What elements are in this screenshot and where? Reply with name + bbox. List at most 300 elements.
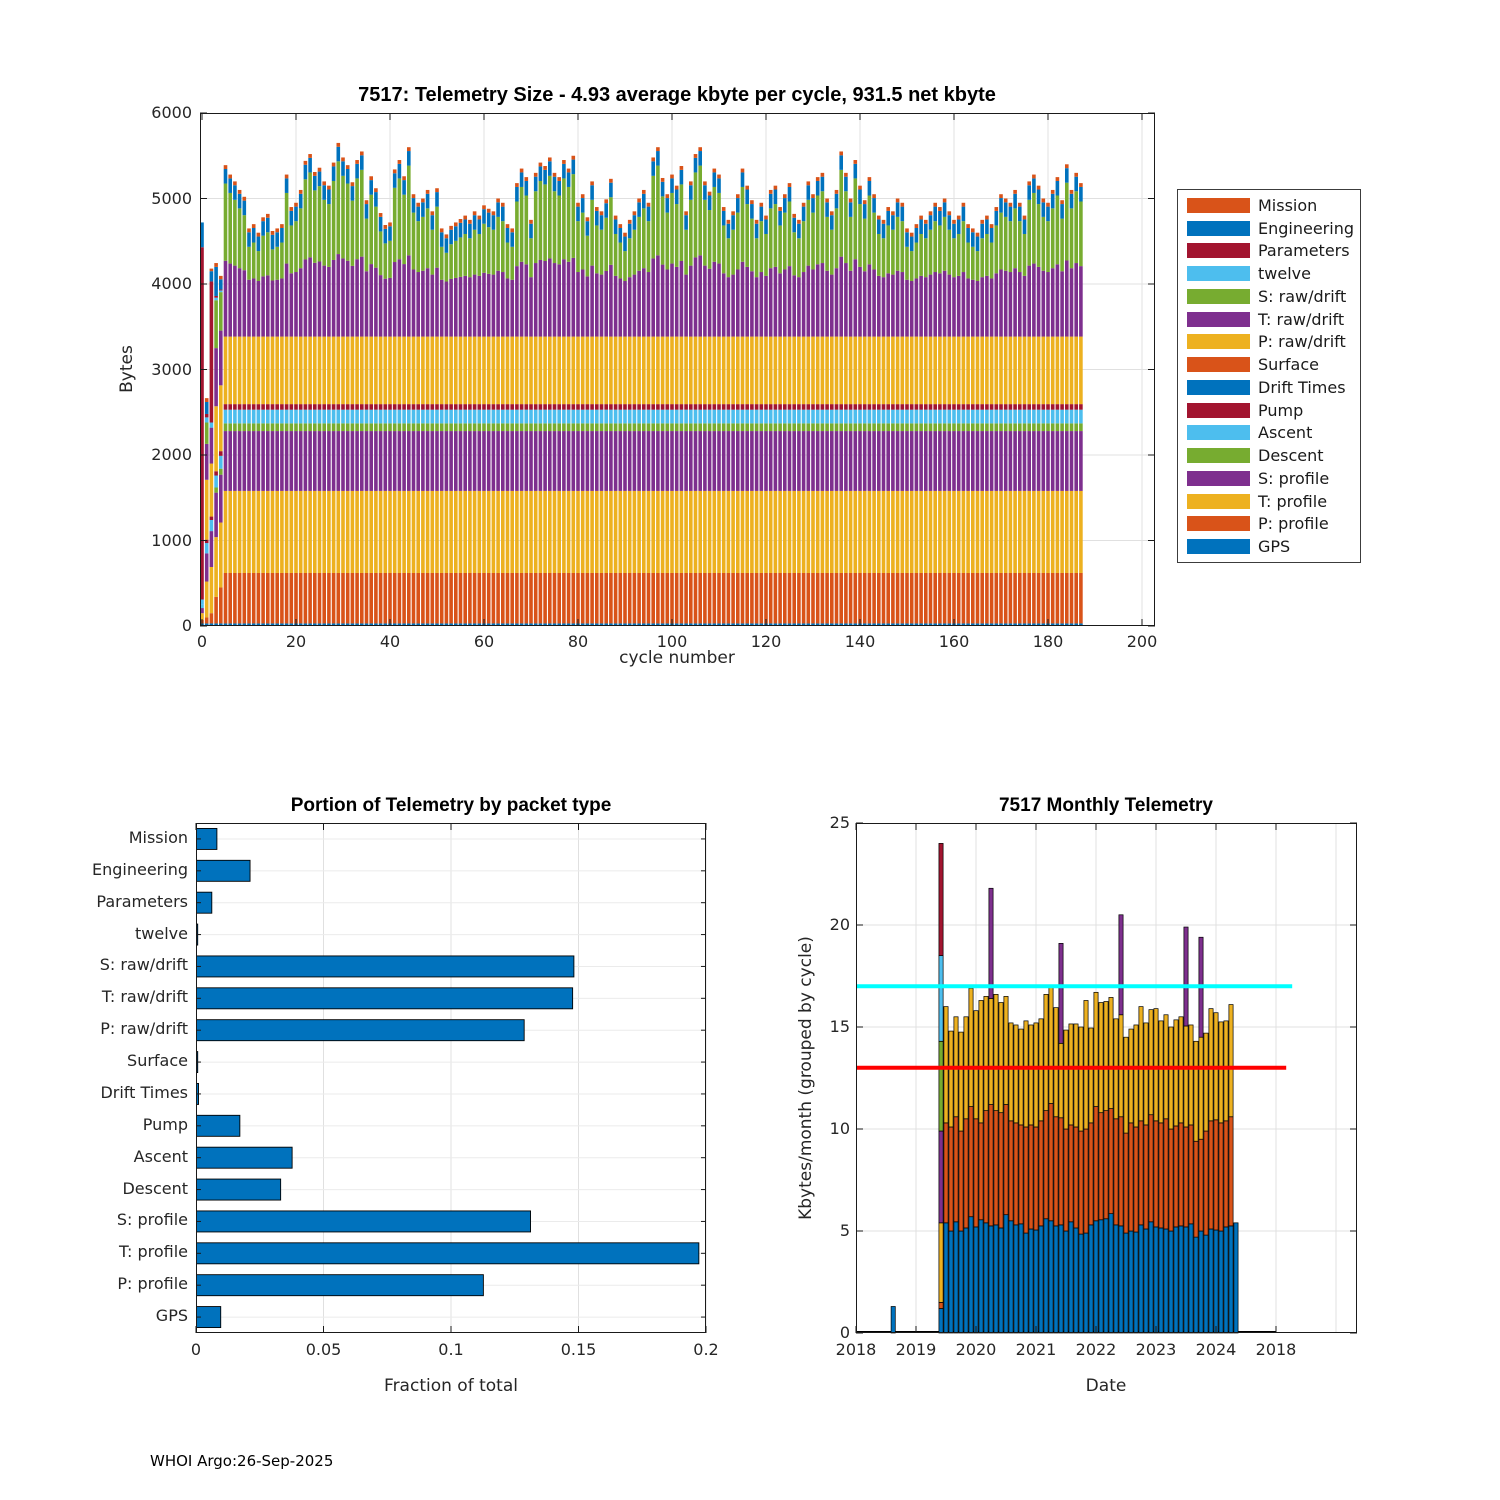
legend-swatch-icon bbox=[1187, 312, 1250, 327]
bar-segment bbox=[863, 404, 867, 410]
bar-segment bbox=[915, 228, 919, 243]
bar-segment bbox=[478, 410, 482, 424]
bar-segment bbox=[360, 404, 364, 410]
bar-segment bbox=[713, 410, 717, 424]
bar-segment bbox=[651, 404, 655, 410]
bar-segment bbox=[1042, 423, 1046, 431]
bar-segment bbox=[619, 431, 623, 491]
bar-segment bbox=[769, 573, 773, 623]
bar-segment bbox=[506, 228, 510, 243]
bar-segment bbox=[995, 423, 999, 431]
bar-segment bbox=[261, 404, 265, 410]
bar-segment bbox=[943, 431, 947, 491]
month-bar-segment bbox=[944, 1223, 948, 1333]
bar-segment bbox=[910, 423, 914, 431]
bar-segment bbox=[590, 431, 594, 491]
month-bar-segment bbox=[969, 1107, 973, 1217]
bar-segment bbox=[811, 423, 815, 431]
legend-item-label: Engineering bbox=[1258, 218, 1354, 238]
bar-segment bbox=[261, 573, 265, 623]
legend-swatch-icon bbox=[1187, 448, 1250, 463]
bar-segment bbox=[238, 404, 242, 410]
bar-segment bbox=[1018, 491, 1022, 573]
bar-segment bbox=[816, 410, 820, 424]
bar-segment bbox=[496, 404, 500, 410]
bar-segment bbox=[933, 491, 937, 573]
bar-segment bbox=[868, 491, 872, 573]
bar-segment bbox=[1032, 337, 1036, 405]
bar-segment bbox=[647, 573, 651, 623]
bar-segment bbox=[675, 423, 679, 431]
bar-segment bbox=[792, 404, 796, 410]
y-tick-label: 2000 bbox=[151, 445, 192, 464]
month-bar-segment bbox=[939, 1223, 943, 1303]
bar-segment bbox=[774, 267, 778, 337]
bar-segment bbox=[1042, 431, 1046, 491]
month-bar-segment bbox=[1104, 1219, 1108, 1333]
telemetry-size-chart bbox=[200, 113, 1157, 627]
bar-segment bbox=[567, 337, 571, 405]
legend-item bbox=[1187, 218, 1360, 239]
bar-segment bbox=[835, 268, 839, 336]
bar-segment bbox=[421, 410, 425, 424]
category-label: GPS bbox=[155, 1306, 188, 1326]
bar-segment bbox=[1070, 337, 1074, 405]
bar-segment bbox=[736, 410, 740, 424]
x-tick-label: 0.1 bbox=[438, 1340, 464, 1359]
bar-segment bbox=[750, 404, 754, 410]
bar-segment bbox=[266, 337, 270, 405]
bar-segment bbox=[797, 423, 801, 431]
month-bar-segment bbox=[1229, 1226, 1233, 1333]
bar-segment bbox=[360, 410, 364, 424]
bar-segment bbox=[872, 337, 876, 405]
bar-segment bbox=[703, 410, 707, 424]
bar-segment bbox=[205, 423, 209, 444]
bar-segment bbox=[266, 431, 270, 491]
bar-segment bbox=[525, 423, 529, 431]
bar-segment bbox=[275, 410, 279, 424]
bar-segment bbox=[402, 491, 406, 573]
bar-segment bbox=[952, 337, 956, 405]
bar-segment bbox=[431, 573, 435, 623]
bar-segment bbox=[901, 491, 905, 573]
bar-segment bbox=[369, 410, 373, 424]
bar-segment bbox=[1027, 410, 1031, 424]
month-bar-segment bbox=[1044, 1219, 1048, 1333]
bar-segment bbox=[525, 181, 529, 196]
bar-segment bbox=[609, 573, 613, 623]
bar-segment bbox=[877, 234, 881, 276]
month-bar-segment bbox=[1119, 1226, 1123, 1333]
x-tick-label: 2023 bbox=[1135, 1340, 1177, 1359]
bar-segment bbox=[1023, 337, 1027, 405]
bar-segment bbox=[736, 198, 740, 213]
bar-segment bbox=[365, 431, 369, 491]
month-bar-segment bbox=[1159, 1228, 1163, 1333]
month-bar-segment bbox=[1189, 1125, 1193, 1224]
bar-segment bbox=[600, 410, 604, 424]
bar-segment bbox=[337, 404, 341, 410]
bar-segment bbox=[675, 573, 679, 623]
bar-segment bbox=[1051, 423, 1055, 431]
bar-segment bbox=[228, 175, 232, 179]
bar-segment bbox=[788, 410, 792, 424]
bar-segment bbox=[402, 337, 406, 405]
bar-segment bbox=[661, 423, 665, 431]
bar-segment bbox=[637, 337, 641, 405]
bar-segment bbox=[501, 431, 505, 491]
month-bar-segment bbox=[1204, 1033, 1208, 1131]
month-bar-segment bbox=[1129, 1123, 1133, 1231]
bar-segment bbox=[525, 431, 529, 491]
bar-segment bbox=[445, 404, 449, 410]
bar-segment bbox=[670, 193, 674, 264]
bar-segment bbox=[1065, 164, 1069, 168]
bar-segment bbox=[520, 573, 524, 623]
bar-segment bbox=[736, 573, 740, 623]
bar-segment bbox=[355, 337, 359, 405]
bar-segment bbox=[205, 417, 209, 422]
bar-segment bbox=[995, 207, 999, 211]
bar-segment bbox=[346, 261, 350, 337]
bar-segment bbox=[915, 243, 919, 279]
bar-segment bbox=[1009, 423, 1013, 431]
bar-segment bbox=[872, 431, 876, 491]
bar-segment bbox=[440, 410, 444, 424]
bar-segment bbox=[463, 491, 467, 573]
bar-segment bbox=[421, 573, 425, 623]
bar-segment bbox=[529, 573, 533, 623]
bar-segment bbox=[1004, 337, 1008, 405]
bar-segment bbox=[576, 423, 580, 431]
bar-segment bbox=[694, 431, 698, 491]
bar-segment bbox=[398, 410, 402, 424]
bar-segment bbox=[844, 263, 848, 337]
bar-segment bbox=[543, 166, 547, 170]
bar-segment bbox=[384, 229, 388, 244]
bar-segment bbox=[689, 410, 693, 424]
bar-segment bbox=[727, 404, 731, 410]
bar-segment bbox=[915, 224, 919, 228]
bar-segment bbox=[318, 262, 322, 337]
bar-segment bbox=[637, 410, 641, 424]
bar-segment bbox=[971, 423, 975, 431]
bar-segment bbox=[243, 197, 247, 201]
bar-segment bbox=[1027, 181, 1031, 185]
bar-segment bbox=[745, 491, 749, 573]
bar-segment bbox=[656, 573, 660, 623]
month-bar-segment bbox=[1004, 996, 1008, 1104]
legend-item bbox=[1187, 468, 1360, 489]
bar-segment bbox=[572, 431, 576, 491]
category-label: Pump bbox=[142, 1114, 188, 1134]
bar-segment bbox=[896, 404, 900, 410]
bar-segment bbox=[604, 203, 608, 218]
bar-segment bbox=[318, 491, 322, 573]
bar-segment bbox=[261, 491, 265, 573]
bar-segment bbox=[976, 251, 980, 281]
bar-segment bbox=[398, 431, 402, 491]
bar-segment bbox=[703, 200, 707, 266]
bar-segment bbox=[778, 225, 782, 273]
bar-segment bbox=[252, 228, 256, 243]
bar-segment bbox=[407, 423, 411, 431]
bar-segment bbox=[919, 491, 923, 573]
bar-segment bbox=[1046, 221, 1050, 272]
month-bar-segment bbox=[1019, 1125, 1023, 1224]
bar-segment bbox=[976, 491, 980, 573]
bar-segment bbox=[915, 404, 919, 410]
month-bar-segment bbox=[974, 1011, 978, 1119]
bar-segment bbox=[811, 573, 815, 623]
bar-segment bbox=[839, 431, 843, 491]
bar-segment bbox=[637, 199, 641, 203]
bar-segment bbox=[600, 423, 604, 431]
bar-segment bbox=[1009, 431, 1013, 491]
category-label: Surface bbox=[127, 1051, 188, 1071]
month-bar-segment bbox=[1199, 1139, 1203, 1231]
bar-segment bbox=[670, 178, 674, 193]
bar-segment bbox=[548, 410, 552, 424]
bar-segment bbox=[1060, 491, 1064, 573]
bar-segment bbox=[957, 431, 961, 491]
bar-segment bbox=[948, 337, 952, 405]
y-tick-label: 1000 bbox=[151, 530, 192, 550]
bar-segment bbox=[327, 431, 331, 491]
bar-segment bbox=[727, 220, 731, 224]
bar-segment bbox=[858, 186, 862, 190]
bar-segment bbox=[948, 230, 952, 275]
bar-segment bbox=[628, 410, 632, 424]
bar-segment bbox=[633, 431, 637, 491]
bar-segment bbox=[431, 431, 435, 491]
bar-segment bbox=[501, 404, 505, 410]
bar-segment bbox=[966, 410, 970, 424]
bar-segment bbox=[398, 160, 402, 164]
bar-segment bbox=[543, 404, 547, 410]
bar-segment bbox=[1032, 410, 1036, 424]
bar-segment bbox=[374, 491, 378, 573]
bar-segment bbox=[788, 491, 792, 573]
bar-segment bbox=[811, 198, 815, 213]
bar-segment bbox=[821, 263, 825, 337]
bar-segment bbox=[995, 211, 999, 226]
bar-segment bbox=[501, 272, 505, 337]
bar-segment bbox=[825, 404, 829, 410]
bar-segment bbox=[355, 404, 359, 410]
bar-segment bbox=[332, 166, 336, 181]
bar-segment bbox=[572, 404, 576, 410]
bar-segment bbox=[896, 431, 900, 491]
bar-segment bbox=[825, 410, 829, 424]
bar-segment bbox=[275, 573, 279, 623]
bar-segment bbox=[322, 200, 326, 266]
bar-segment bbox=[426, 268, 430, 336]
bar-segment bbox=[548, 161, 552, 176]
bar-segment bbox=[957, 216, 961, 220]
bar-segment bbox=[619, 243, 623, 279]
x-tick-label: 80 bbox=[567, 632, 589, 651]
bar-segment bbox=[572, 156, 576, 160]
bar-segment bbox=[257, 404, 261, 410]
bar-segment bbox=[322, 404, 326, 410]
bar-segment bbox=[854, 423, 858, 431]
bar-segment bbox=[651, 431, 655, 491]
bar-segment bbox=[656, 423, 660, 431]
bar-segment bbox=[285, 491, 289, 573]
bar-segment bbox=[543, 184, 547, 261]
bar-segment bbox=[741, 337, 745, 405]
bar-segment bbox=[849, 202, 853, 217]
bar-segment bbox=[210, 269, 214, 272]
bar-segment bbox=[722, 491, 726, 573]
bar-segment bbox=[792, 573, 796, 623]
bar-segment bbox=[919, 337, 923, 405]
bar-segment bbox=[308, 337, 312, 405]
month-bar-segment bbox=[1134, 1127, 1138, 1232]
bar-segment bbox=[243, 423, 247, 431]
bar-segment bbox=[971, 228, 975, 232]
bar-segment bbox=[562, 573, 566, 623]
bar-segment bbox=[1023, 573, 1027, 623]
bar-segment bbox=[910, 251, 914, 281]
bar-segment bbox=[661, 573, 665, 623]
bar-segment bbox=[1046, 207, 1050, 222]
bar-segment bbox=[694, 491, 698, 573]
bar-segment bbox=[792, 232, 796, 275]
bar-segment bbox=[299, 491, 303, 573]
bar-segment bbox=[797, 491, 801, 573]
bar-segment bbox=[609, 423, 613, 431]
bar-segment bbox=[694, 172, 698, 257]
month-bar-segment bbox=[959, 1131, 963, 1231]
y-tick-label: 10 bbox=[829, 1119, 850, 1138]
bar-segment bbox=[1004, 423, 1008, 431]
bar-segment bbox=[1070, 431, 1074, 491]
bar-segment bbox=[440, 491, 444, 573]
bar-segment bbox=[962, 423, 966, 431]
bar-segment bbox=[393, 573, 397, 623]
bar-segment bbox=[520, 172, 524, 187]
x-tick-label: 160 bbox=[938, 632, 970, 651]
bar-segment bbox=[844, 431, 848, 491]
bar-segment bbox=[1056, 491, 1060, 573]
bar-segment bbox=[290, 273, 294, 336]
bar-segment bbox=[247, 423, 251, 431]
bar-segment bbox=[482, 573, 486, 623]
bar-segment bbox=[1037, 190, 1041, 205]
bar-segment bbox=[219, 290, 223, 291]
legend-item-label: Surface bbox=[1258, 355, 1319, 375]
bar-segment bbox=[393, 173, 397, 188]
bar-segment bbox=[868, 177, 872, 181]
month-bar-segment bbox=[1224, 1121, 1228, 1227]
bar-segment bbox=[224, 184, 228, 261]
bar-segment bbox=[412, 404, 416, 410]
bar-segment bbox=[741, 410, 745, 424]
bar-segment bbox=[745, 186, 749, 190]
bar-segment bbox=[1051, 208, 1055, 268]
bar-segment bbox=[995, 225, 999, 273]
bar-segment bbox=[398, 178, 402, 259]
bar-segment bbox=[529, 224, 533, 239]
bar-segment bbox=[426, 573, 430, 623]
bar-segment bbox=[454, 573, 458, 623]
bar-segment bbox=[543, 261, 547, 337]
bar-segment bbox=[243, 573, 247, 623]
bar-segment bbox=[915, 278, 919, 336]
bar-segment bbox=[882, 410, 886, 424]
bar-segment bbox=[214, 348, 218, 406]
bar-segment bbox=[999, 194, 1003, 198]
bar-segment bbox=[290, 410, 294, 424]
bar-segment bbox=[590, 181, 594, 185]
bar-segment bbox=[943, 423, 947, 431]
month-bar-segment bbox=[1109, 997, 1113, 1108]
bar-segment bbox=[901, 573, 905, 623]
bar-segment bbox=[1027, 423, 1031, 431]
bar-segment bbox=[492, 275, 496, 337]
bar-segment bbox=[924, 277, 928, 336]
bar-segment bbox=[924, 337, 928, 405]
bar-segment bbox=[506, 491, 510, 573]
bar-segment bbox=[769, 410, 773, 424]
bar-segment bbox=[337, 491, 341, 573]
bar-segment bbox=[882, 238, 886, 277]
bar-segment bbox=[722, 404, 726, 410]
bar-segment bbox=[1056, 410, 1060, 424]
bar-segment bbox=[811, 410, 815, 424]
bar-segment bbox=[416, 337, 420, 405]
bar-segment bbox=[938, 423, 942, 431]
bar-segment bbox=[698, 147, 702, 151]
bar-segment bbox=[985, 491, 989, 573]
bar-segment bbox=[346, 404, 350, 410]
bar-segment bbox=[966, 224, 970, 228]
bar-segment bbox=[807, 423, 811, 431]
bar-segment bbox=[924, 404, 928, 410]
bar-segment bbox=[750, 423, 754, 431]
month-bar-segment bbox=[1144, 1125, 1148, 1229]
bar-segment bbox=[285, 431, 289, 491]
y-tick-label: 4000 bbox=[151, 274, 192, 293]
bar-segment bbox=[656, 147, 660, 151]
bar-segment bbox=[614, 404, 618, 410]
bar-segment bbox=[600, 573, 604, 623]
x-tick-label: 0 bbox=[190, 1340, 202, 1359]
month-bar-segment bbox=[1019, 1029, 1023, 1125]
bar-segment bbox=[675, 404, 679, 410]
bar-segment bbox=[543, 491, 547, 573]
bar-segment bbox=[482, 337, 486, 405]
bar-segment bbox=[525, 264, 529, 336]
bar-segment bbox=[280, 337, 284, 405]
category-label: Mission bbox=[128, 827, 188, 847]
bar-segment bbox=[901, 221, 905, 272]
bar-segment bbox=[1027, 266, 1031, 337]
bar-segment bbox=[384, 431, 388, 491]
bar-segment bbox=[807, 337, 811, 405]
bar-segment bbox=[529, 423, 533, 431]
bar-segment bbox=[750, 410, 754, 424]
bar-segment bbox=[228, 404, 232, 410]
bar-segment bbox=[736, 491, 740, 573]
bar-segment bbox=[243, 410, 247, 424]
bar-segment bbox=[525, 410, 529, 424]
legend-swatch-icon bbox=[1187, 221, 1250, 236]
bar-segment bbox=[459, 237, 463, 277]
